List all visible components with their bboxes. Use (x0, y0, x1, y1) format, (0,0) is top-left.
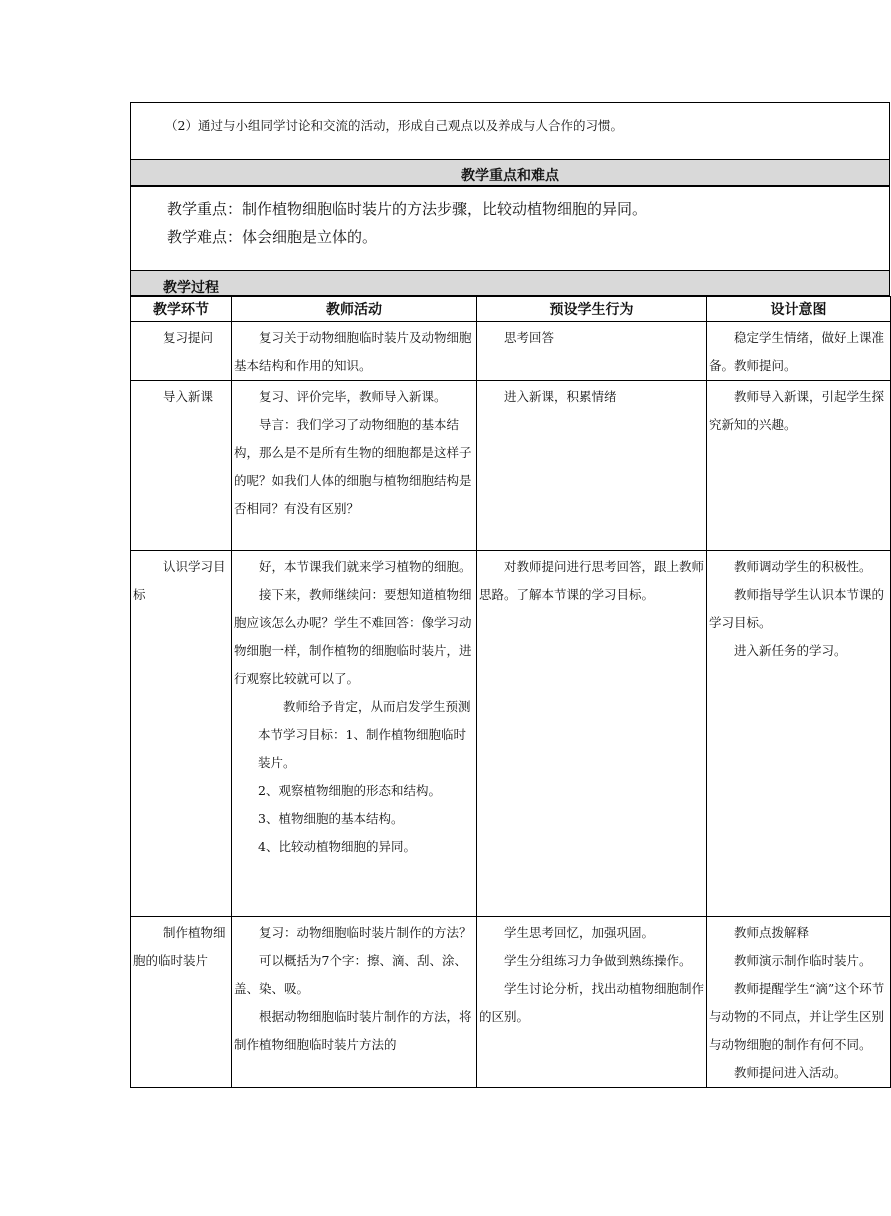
focus-section-body (130, 186, 890, 270)
difficulty-text: 教学难点：体会细胞是立体的。 (167, 228, 378, 246)
student-cell: 对教师提问进行思考回答，跟上教师思路。了解本节课的学习目标。 (477, 551, 707, 917)
student-cell: 进入新课，积累情绪 (477, 381, 707, 551)
stage-cell: 复习提问 (131, 322, 232, 381)
student-cell: 学生思考回忆，加强巩固。 学生分组练习力争做到熟练操作。 学生讨论分析，找出动植物细胞制作的区别。 (477, 917, 707, 1088)
process-section-header (130, 270, 890, 296)
focus-section-header (130, 159, 890, 186)
intent-cell: 教师调动学生的积极性。 教师指导学生认识本节课的学习目标。 进入新任务的学习。 (707, 551, 891, 917)
header-intent: 设计意图 (707, 297, 891, 322)
header-student: 预设学生行为 (477, 297, 707, 322)
student-cell: 思考回答 (477, 322, 707, 381)
header-teacher: 教师活动 (232, 297, 477, 322)
process-section-title: 教学过程 (163, 280, 219, 296)
intent-cell: 教师点拨解释 教师演示制作临时装片。 教师提醒学生“滴”这个环节与动物的不同点，并让学生区别与动物细胞的制作有何不同。 教师提问进入活动。 (707, 917, 891, 1088)
teacher-cell: 好，本节课我们就来学习植物的细胞。 接下来，教师继续问：要想知道植物细胞应该怎么办呢？学生不难回答：像学习动物细胞一样，制作植物的细胞临时装片，进行观察比较就可以了。 教师给予肯定，从而启发学生预测本节学习目标：1、制作植物细胞临时装片。 2、观察植物细胞的形态和结构。 3、植物细胞的基本结构。 4、比较动植物细胞的异同。 (232, 551, 477, 917)
header-stage: 教学环节 (131, 297, 232, 322)
stage-cell: 导入新课 (131, 381, 232, 551)
table-row (131, 917, 891, 1088)
teacher-cell: 复习关于动物细胞临时装片及动物细胞基本结构和作用的知识。 (232, 322, 477, 381)
table-row (131, 381, 891, 551)
focus-section-title: 教学重点和难点 (461, 168, 559, 184)
table-row (131, 322, 891, 381)
learning-goal-row (130, 102, 890, 159)
teacher-cell: 复习：动物细胞临时装片制作的方法？ 可以概括为7个字：擦、滴、刮、涂、盖、染、吸。 根据动物细胞临时装片制作的方法，将制作植物细胞临时装片方法的 (232, 917, 477, 1088)
process-table-header (131, 297, 891, 322)
process-table (130, 296, 891, 1088)
intent-cell: 稳定学生情绪，做好上课准备。教师提问。 (707, 322, 891, 381)
intent-cell: 教师导入新课，引起学生探究新知的兴趣。 (707, 381, 891, 551)
stage-cell: 认识学习目标 (131, 551, 232, 917)
table-row (131, 551, 891, 917)
learning-goal-text: （2）通过与小组同学讨论和交流的活动，形成自己观点以及养成与人合作的习惯。 (165, 118, 623, 133)
lesson-plan-table (130, 102, 890, 1088)
teacher-cell: 复习、评价完毕，教师导入新课。 导言：我们学习了动物细胞的基本结构，那么是不是所有生物的细胞都是这样子的呢？如我们人体的细胞与植物细胞结构是否相同？有没有区别？ (232, 381, 477, 551)
stage-cell: 制作植物细胞的临时装片 (131, 917, 232, 1088)
key-point-text: 教学重点：制作植物细胞临时装片的方法步骤，比较动植物细胞的异同。 (167, 200, 648, 218)
